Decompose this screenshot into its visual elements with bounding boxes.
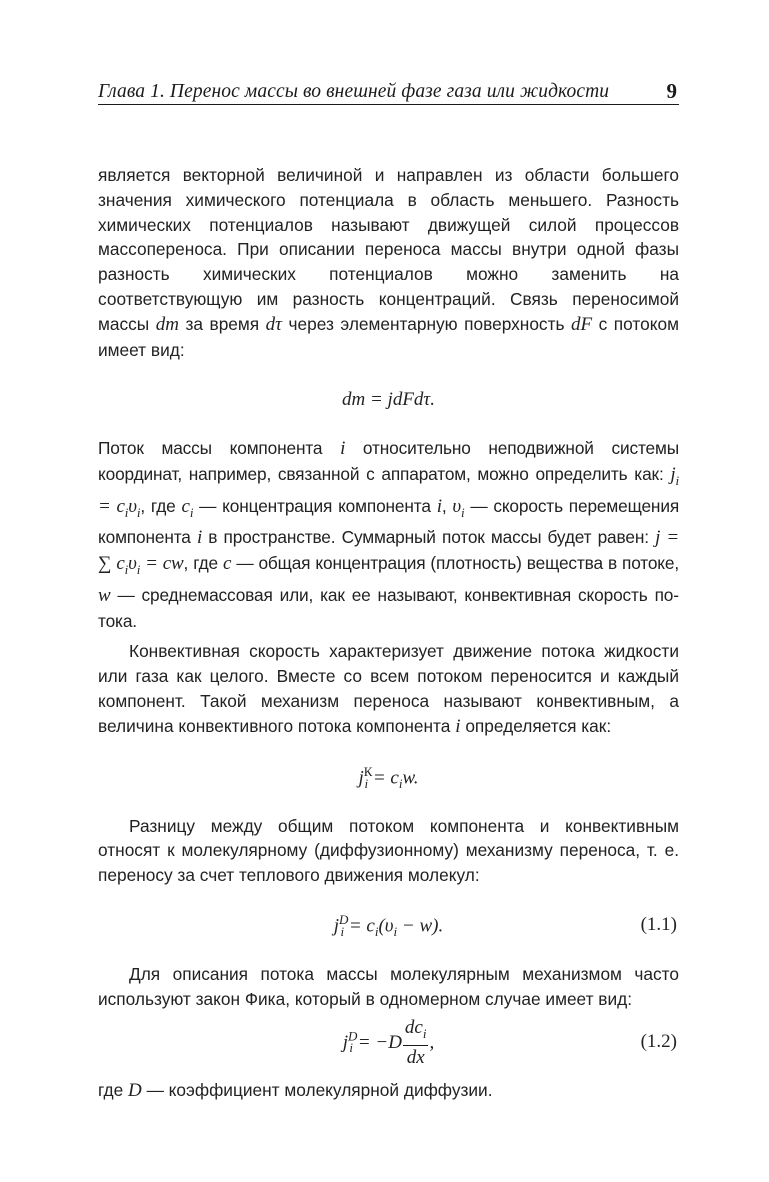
paragraph-text: , где — [183, 553, 218, 574]
math-symbol: i — [455, 715, 461, 737]
math-symbol: = c — [98, 495, 125, 517]
math-symbol: (υ — [378, 915, 394, 937]
equation-1-1 — [98, 888, 679, 962]
fraction-numerator — [403, 1016, 429, 1047]
paragraph-text: за время — [185, 313, 260, 334]
math-subscript: i — [340, 924, 345, 940]
math-symbol: w. — [402, 767, 419, 789]
running-title: Глава 1. Перенос массы во внешней фазе газа или жидкости — [98, 81, 610, 102]
equation-dm — [98, 362, 679, 436]
math-superscript: D — [339, 912, 349, 928]
math-subscript: i — [460, 504, 465, 520]
math-subscript: i — [349, 1040, 354, 1056]
paragraph-text: — общая концентрация (плотность) вещества в потоке, — [236, 553, 680, 574]
equation-convective — [98, 740, 679, 814]
math-symbol: j — [358, 767, 364, 789]
paragraph — [98, 163, 679, 362]
equation-1-2 — [98, 998, 679, 1086]
paragraph-text: Связь переносимой массы — [98, 288, 679, 334]
math-subscript: i — [374, 924, 379, 940]
paragraph-text: — среднемассовая или, как ее называют, конвективная скорость потока. — [98, 584, 679, 631]
equation-text — [343, 1016, 434, 1071]
math-symbol: j = ∑ c — [98, 527, 680, 575]
math-symbol: υ — [452, 495, 461, 517]
math-symbol: = c — [348, 915, 375, 937]
math-subscript: i — [393, 924, 398, 940]
math-symbol: = c — [372, 767, 399, 789]
math-symbol: D — [128, 1079, 142, 1101]
equation-number: (1.1) — [640, 913, 677, 935]
math-symbol: = cw — [145, 553, 184, 575]
paragraph-text: через элементарную поверхность — [288, 313, 565, 334]
math-symbol: dm — [155, 313, 179, 335]
running-head — [98, 60, 679, 105]
paragraph — [98, 639, 679, 739]
paragraph-text: Конвективная скорость характеризует движение потока жидкости или газа как целого. Вместе со всем потоком переносится и каждый компонент. Такой механизм переноса называют конвективным, а величина конвективного потока компонента — [98, 641, 679, 736]
math-symbol: dc — [404, 1016, 423, 1038]
paragraph-text: где — [98, 1079, 124, 1100]
page-body — [98, 163, 679, 1103]
paragraph-text: Разницу между общим потоком компонента и конвективным относят к молекулярному (диффузионному) механизму переноса, т. е. переносу за счет теплового движения молекул: — [98, 815, 679, 886]
page-number: 9 — [666, 79, 677, 103]
book-page — [98, 60, 679, 1103]
math-superscript: К — [363, 763, 373, 779]
math-symbol: υ — [128, 553, 137, 575]
paragraph: Поток массы компонента i относительно неподвижной системы координат, например, связанной с аппаратом, можно определить как: $j_i = c_i\upsilon_i$, где $c_i$ — концентрация компонента i, $\upsilon_i$ — скорость перемещения компонента i в пространстве. Суммарный поток массы будет равен: j = ∑ $c_i\upsilon_i$ = cw, где c — общая концентрация (плотность) вещества в потоке, w — среднемассовая или, как ее называют, конвективная скорость потока. — [98, 438, 680, 631]
paragraph-text: Для описания потока массы молекулярным механизмом часто используют закон Фика, который в одномерном случае имеет вид: — [98, 963, 679, 1009]
paragraph-text: в пространстве. Суммарный поток массы будет равен: — [208, 527, 649, 548]
math-subscript: i — [675, 472, 679, 488]
math-symbol: j — [670, 464, 676, 486]
fraction-denominator: dx — [406, 1047, 425, 1069]
paragraph-text: — коэффициент молекулярной диффузии. — [146, 1079, 493, 1100]
math-symbol: dF — [571, 313, 593, 335]
math-subscript: i — [422, 1025, 427, 1041]
math-subscript: i — [124, 561, 129, 577]
paragraph-text: Поток массы компонента — [98, 438, 323, 459]
equation-number: (1.2) — [640, 1030, 677, 1052]
paragraph-text: — концентрация компонента — [199, 495, 431, 516]
math-subscript: i — [189, 504, 194, 520]
math-symbol: c — [181, 495, 190, 517]
math-symbol: i — [340, 438, 346, 460]
paragraph-text: , где — [140, 495, 176, 516]
paragraph-text: относительно неподвижной системы координат, например, связанной с аппаратом, можно определить как: — [98, 438, 679, 485]
math-symbol: c — [223, 553, 232, 575]
math-inline — [181, 495, 194, 520]
math-inline — [452, 495, 465, 520]
paragraph — [98, 814, 679, 888]
math-symbol: j — [342, 1031, 349, 1053]
math-symbol: i — [196, 527, 203, 549]
paragraph-text: с потоком имеет вид: — [98, 313, 679, 360]
equation-text: dm = jdFdτ. — [342, 389, 435, 411]
math-symbol: − w). — [401, 915, 444, 937]
math-symbol: dτ — [265, 313, 282, 335]
fraction — [403, 1016, 429, 1071]
math-symbol: , — [429, 1031, 435, 1053]
math-subscript: i — [398, 776, 403, 791]
equation-text — [359, 764, 419, 792]
math-subscript: i — [124, 504, 129, 520]
paragraph-text: — скорость перемещения компонента — [98, 495, 680, 548]
math-superscript: D — [348, 1027, 358, 1043]
math-subscript: i — [136, 561, 141, 577]
math-subscript: i — [364, 776, 369, 791]
paragraph-text: определяется как: — [465, 715, 612, 736]
math-symbol: w — [98, 584, 111, 606]
math-symbol: υ — [128, 495, 137, 517]
math-symbol: j — [333, 915, 340, 937]
math-symbol: = −D — [357, 1031, 402, 1053]
paragraph-text: является векторной величиной и направлен из области большего значения химического потенциала в область меньшего. Разность химических потенциалов называют движущей силой процессов массопереноса. При описании переноса массы внутри одной фазы разность химических потенциалов можно заменить на соответствующую им разность концентраций. — [98, 165, 679, 309]
equation-text — [334, 912, 443, 940]
math-symbol: i — [436, 495, 442, 517]
math-subscript: i — [136, 504, 141, 520]
